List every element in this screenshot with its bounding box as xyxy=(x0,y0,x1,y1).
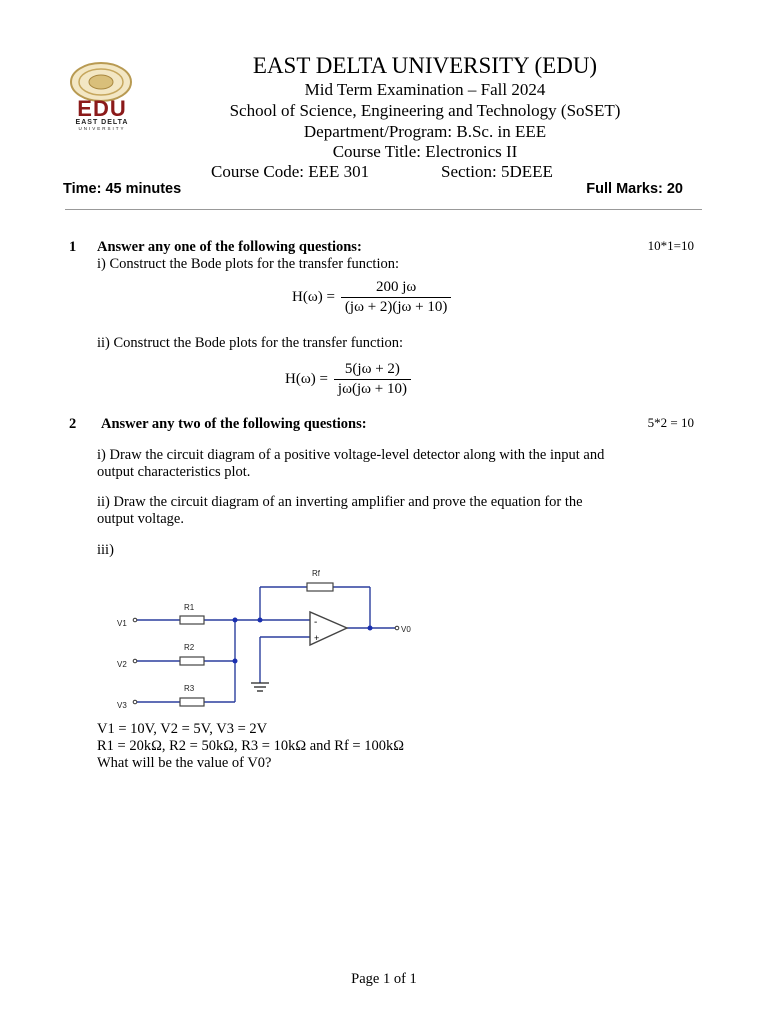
eq-i-denominator: (jω + 2)(jω + 10) xyxy=(341,297,451,316)
label-v2: V2 xyxy=(117,660,127,669)
q2-question: What will be the value of V0? xyxy=(97,755,272,771)
q1-part-i: i) Construct the Bode plots for the transfer function: xyxy=(97,256,400,272)
given-voltages: V1 = 10V, V2 = 5V, V3 = 2V xyxy=(97,721,268,737)
q2-title: Answer any two of the following questions: xyxy=(101,416,367,432)
university-logo xyxy=(62,62,140,132)
label-r3: R3 xyxy=(184,684,195,693)
q2-part-ii-line2: output voltage. xyxy=(97,511,184,527)
q1-marks: 10*1=10 xyxy=(647,238,694,253)
logo-subtext: EAST DELTA xyxy=(75,119,129,126)
label-r2: R2 xyxy=(184,643,195,652)
full-marks: Full Marks: 20 xyxy=(586,181,683,197)
header-divider xyxy=(65,209,702,210)
eq-ii-denominator: jω(jω + 10) xyxy=(334,379,411,398)
op-amp-minus: - xyxy=(314,617,318,628)
ground-icon xyxy=(251,683,269,691)
university-name: EAST DELTA UNIVERSITY (EDU) xyxy=(252,53,598,78)
q1-equation-i xyxy=(292,275,451,319)
q1-part-ii: ii) Construct the Bode plots for the transfer function: xyxy=(97,335,404,351)
q2-part-ii-line1: ii) Draw the circuit diagram of an inverting amplifier and prove the equation for the xyxy=(97,494,583,510)
resistor-rf xyxy=(307,583,333,591)
q1-title: Answer any one of the following questions: xyxy=(97,239,362,255)
label-r1: R1 xyxy=(184,603,195,612)
q2-part-i-line1: i) Draw the circuit diagram of a positive voltage-level detector along with the input and xyxy=(97,447,605,463)
label-rf: Rf xyxy=(312,569,320,578)
q1-number: 1 xyxy=(69,239,77,255)
q2-part-iii: iii) xyxy=(97,542,114,558)
logo-subtext-2: UNIVERSITY xyxy=(78,126,126,131)
department: Department/Program: B.Sc. in EEE xyxy=(303,122,547,141)
section: Section: 5DEEE xyxy=(441,162,553,181)
eq-ii-lhs: H(ω) = xyxy=(285,370,328,387)
school-name: School of Science, Engineering and Technology (SoSET) xyxy=(229,101,621,120)
eq-ii-numerator: 5(jω + 2) xyxy=(344,360,400,377)
q2-given-values xyxy=(97,721,657,772)
resistor-r3 xyxy=(180,698,204,706)
page-number: Page 1 of 1 xyxy=(351,971,417,987)
exam-title: Mid Term Examination – Fall 2024 xyxy=(304,80,546,99)
op-amp-plus: + xyxy=(314,633,320,643)
label-v3: V3 xyxy=(117,701,127,710)
summing-amplifier-circuit xyxy=(110,565,440,715)
q1-equation-ii xyxy=(285,357,411,401)
course-code: Course Code: EEE 301 xyxy=(211,162,370,181)
course-title: Course Title: Electronics II xyxy=(332,142,518,161)
eq-i-fraction xyxy=(341,279,451,316)
label-v0: V0 xyxy=(401,625,411,634)
q2-marks: 5*2 = 10 xyxy=(647,415,694,430)
resistor-r2 xyxy=(180,657,204,665)
eq-i-numerator: 200 jω xyxy=(376,278,417,295)
q2-number: 2 xyxy=(69,416,77,432)
q2-part-ii xyxy=(97,494,657,528)
given-resistances: R1 = 20kΩ, R2 = 50kΩ, R3 = 10kΩ and Rf = 100kΩ xyxy=(97,738,405,754)
q2-part-i xyxy=(97,447,657,481)
eq-i-lhs: H(ω) = xyxy=(292,288,335,305)
logo-text: EDU xyxy=(77,96,127,121)
label-v1: V1 xyxy=(117,619,127,628)
eq-ii-fraction xyxy=(334,361,411,398)
exam-time: Time: 45 minutes xyxy=(63,181,182,197)
resistor-r1 xyxy=(180,616,204,624)
q2-part-i-line2: output characteristics plot. xyxy=(97,464,251,480)
